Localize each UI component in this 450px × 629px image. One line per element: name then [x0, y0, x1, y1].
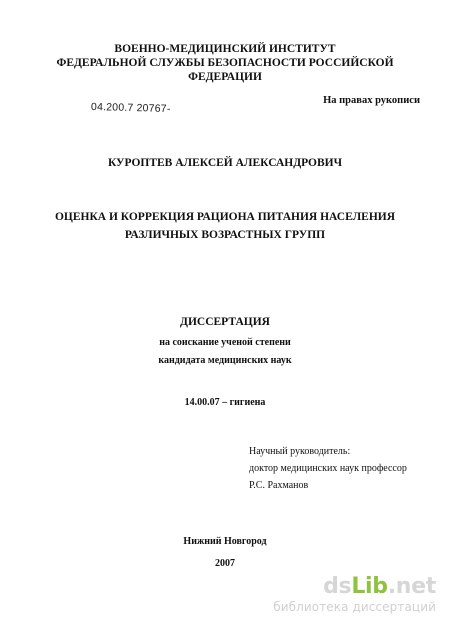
document-type: ДИССЕРТАЦИЯ — [180, 316, 270, 328]
dissertation-title — [0, 208, 450, 244]
institute-line-3: ФЕДЕРАЦИИ — [188, 71, 262, 83]
specialty-code: 14.00.07 – гигиена — [184, 397, 266, 408]
supervisor-block — [249, 443, 407, 494]
registry-number-stamp: 04.200.7 20767- — [90, 100, 171, 116]
author-name: КУРОПТЕВ АЛЕКСЕЙ АЛЕКСАНДРОВИЧ — [107, 157, 343, 169]
degree-line-2: кандидата медицинских наук — [158, 355, 292, 366]
institute-name — [0, 42, 450, 84]
supervisor-name: Р.С. Рахманов — [249, 480, 309, 491]
supervisor-title: доктор медицинских наук профессор — [249, 463, 407, 474]
year: 2007 — [215, 558, 235, 569]
degree-line-1: на соискание ученой степени — [159, 337, 291, 348]
manuscript-rights-note: На правах рукописи — [323, 95, 420, 106]
watermark-tagline: библиотека диссертаций — [273, 600, 436, 614]
logo-part-ds: ds — [323, 574, 352, 599]
supervisor-label: Научный руководитель: — [249, 446, 351, 457]
dslib-watermark — [273, 574, 436, 614]
dslib-logo — [273, 574, 436, 600]
title-line-2: РАЗЛИЧНЫХ ВОЗРАСТНЫХ ГРУПП — [124, 229, 326, 241]
title-line-1: ОЦЕНКА И КОРРЕКЦИЯ РАЦИОНА ПИТАНИЯ НАСЕЛЕНИЯ — [54, 211, 396, 223]
institute-line-1: ВОЕННО-МЕДИЦИНСКИЙ ИНСТИТУТ — [114, 43, 336, 55]
logo-part-lib: Lib — [351, 574, 388, 599]
logo-part-net: .net — [387, 574, 436, 599]
city: Нижний Новгород — [183, 536, 267, 547]
institute-line-2: ФЕДЕРАЛЬНОЙ СЛУЖБЫ БЕЗОПАСНОСТИ РОССИЙСКОЙ — [56, 57, 394, 69]
